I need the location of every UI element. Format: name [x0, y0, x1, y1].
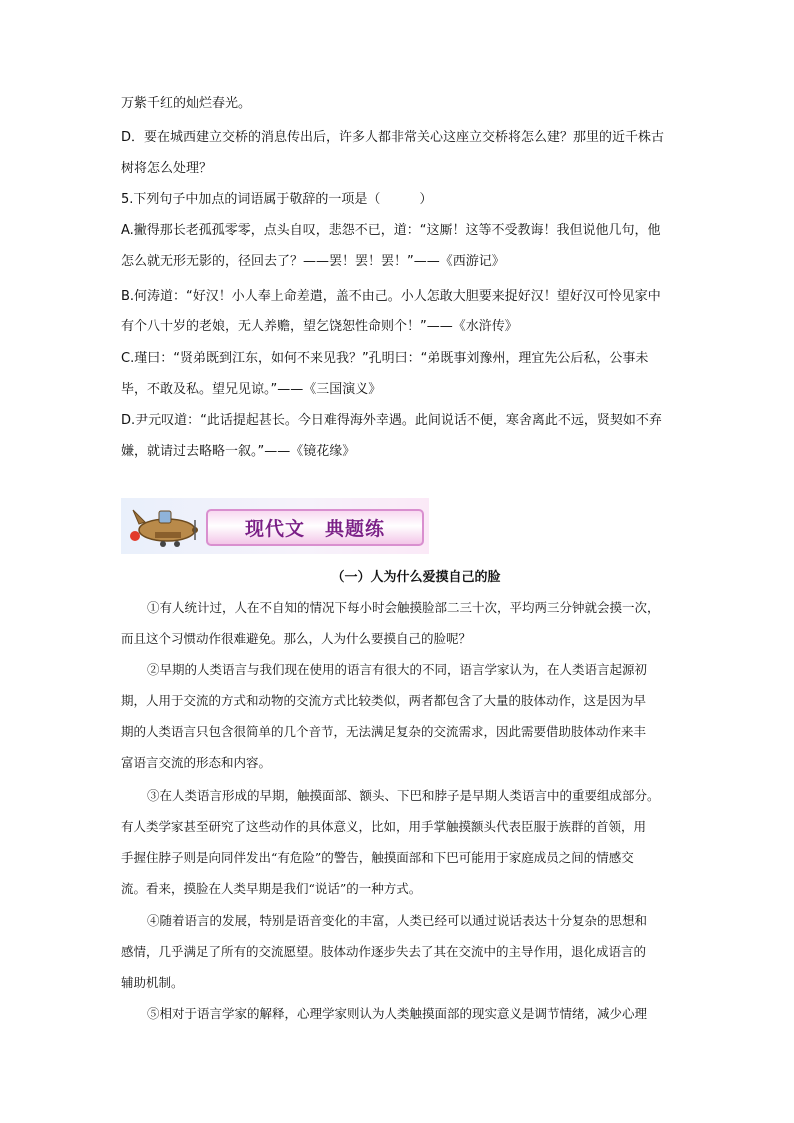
- banner-label-frame: [206, 509, 424, 546]
- option-d2-text: D.尹元叹道：“此话提起甚长。今日难得海外幸遇。此间说话不便，寒舍离此不远，贤契如不弃: [121, 413, 662, 428]
- article-title: （一）人为什么爱摸自己的脸: [331, 570, 501, 585]
- option-c-text: 毕，不敢及私。望兄见谅。”——《三国演义》: [121, 382, 382, 397]
- paragraph-line: 期，人用于交流的方式和动物的交流方式比较类似，两者都包含了大量的肢体动作，这是因为早: [121, 693, 647, 708]
- paragraph-line: 有人类学家甚至研究了这些动作的具体意义，比如，用手掌触摸额头代表臣服于族群的首领，用: [121, 819, 647, 834]
- paragraph-line: ④随着语言的发展，特别是语音变化的丰富，人类已经可以通过说话表达十分复杂的思想和: [147, 913, 648, 928]
- paragraph-line: ①有人统计过，人在不自知的情况下每小时会触摸脸部二三十次，平均两三分钟就会摸一次，: [147, 600, 660, 615]
- option-a-text: 怎么就无形无影的，径回去了？——罢！罢！罢！”——《西游记》: [121, 254, 505, 269]
- airplane-icon: [125, 502, 205, 552]
- paragraph-line: ⑤相对于语言学家的解释，心理学家则认为人类触摸面部的现实意义是调节情绪，减少心理: [147, 1006, 648, 1021]
- paragraph-line: 辅助机制。: [121, 975, 184, 990]
- paragraph-line: ③在人类语言形成的早期，触摸面部、额头、下巴和脖子是早期人类语言中的重要组成部分。: [147, 788, 660, 803]
- banner-label: 现代文 典题练: [244, 518, 385, 540]
- paragraph-line: 期的人类语言只包含很简单的几个音节，无法满足复杂的交流需求，因此需要借助肢体动作来丰: [121, 724, 647, 739]
- paragraph-line: 流。看来，摸脸在人类早期是我们“说话”的一种方式。: [121, 881, 422, 896]
- option-d-text: 树将怎么处理？: [121, 161, 213, 176]
- option-a-text: A.撇得那长老孤孤零零，点头自叹，悲怨不已，道：“这厮！这等不受教诲！我但说他几句，他: [121, 223, 661, 238]
- option-c-text: C.瑾曰：“贤弟既到江东，如何不来见我？”孔明曰：“弟既事刘豫州，理宜先公后私，公事未: [121, 351, 649, 366]
- question-5: 5.下列句子中加点的词语属于敬辞的一项是（ ）: [121, 192, 433, 207]
- option-b-text: 有个八十岁的老娘，无人养赡，望乞饶恕性命则个！”——《水浒传》: [121, 319, 518, 334]
- option-d2-text: 嫌，就请过去略略一叙。”——《镜花缘》: [121, 444, 356, 459]
- paragraph-line: ②早期的人类语言与我们现在使用的语言有很大的不同，语言学家认为，在人类语言起源初: [147, 662, 648, 677]
- option-b-text: B.何涛道：“好汉！小人奉上命差遣，盖不由己。小人怎敢大胆要来捉好汉！望好汉可怜见家中: [121, 289, 661, 304]
- option-d-text: D．要在城西建立交桥的消息传出后，许多人都非常关心这座立交桥将怎么建？那里的近千株古: [121, 130, 665, 145]
- paragraph-line: 而且这个习惯动作很难避免。那么，人为什么要摸自己的脸呢？: [121, 631, 472, 646]
- question-text: 万紫千红的灿烂春光。: [121, 96, 252, 111]
- section-banner: [121, 498, 429, 554]
- paragraph-line: 感情，几乎满足了所有的交流愿望。肢体动作逐步失去了其在交流中的主导作用，退化成语言的: [121, 944, 647, 959]
- paragraph-line: 富语言交流的形态和内容。: [121, 755, 272, 770]
- paragraph-line: 手握住脖子则是向同伴发出“有危险”的警告，触摸面部和下巴可能用于家庭成员之间的情感交: [121, 850, 634, 865]
